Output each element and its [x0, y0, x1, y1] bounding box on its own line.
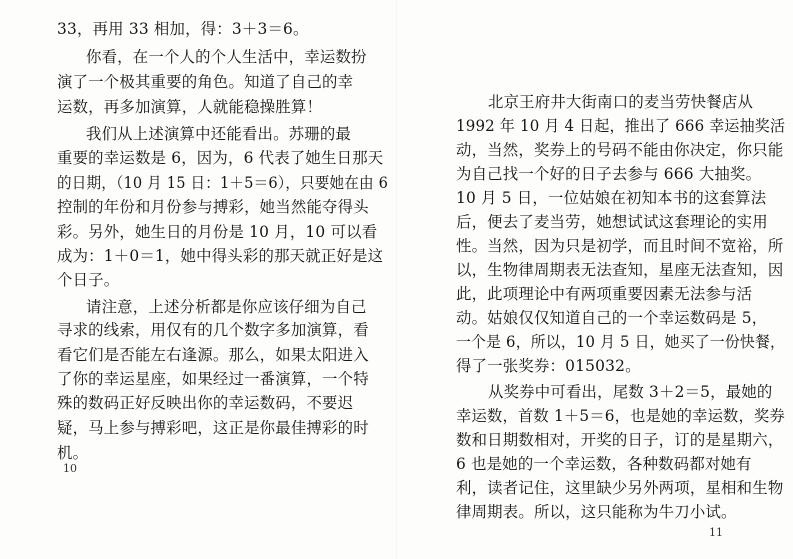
text-line: 看它们是否能左右逢源。那么，如果太阳进入: [57, 346, 369, 364]
text-line: 以，生物律周期表无法查知，星座无法查知，因: [456, 261, 784, 279]
text-line: 运数，再多加演算，人就能稳操胜算！: [57, 98, 323, 116]
text-line: 律周期表。所以，这只能称为牛刀小试。: [456, 503, 737, 521]
page-number: 11: [709, 526, 723, 539]
text-line: 疑，马上参与搏彩吧，这正是你最佳搏彩的时: [57, 419, 369, 437]
text-line: 6 也是她的一个幸运数，各种数码都对她有: [456, 455, 752, 473]
text-line: 动，当然，奖券上的号码不能由你决定，你只能: [456, 141, 784, 159]
right-page: [396, 0, 793, 559]
page-number: 10: [63, 462, 77, 475]
text-line: 一个是 6，所以，10 月 5 日，她买了一份快餐，: [456, 333, 786, 351]
text-line: 的日期，（10 月 15 日：1＋5＝6），只要她在由 6: [57, 174, 389, 192]
text-line: 动。姑娘仅仅知道自己的一个幸运数码是 5，: [456, 309, 768, 327]
text-line: 机。: [57, 444, 89, 462]
text-line: 请注意，上述分析都是你应该仔细为自己: [86, 298, 367, 316]
text-line: 寻求的线索，用仅有的几个数字多加演算，看: [57, 321, 369, 339]
text-line: 了你的幸运星座，如果经过一番演算，一个特: [57, 370, 369, 388]
text-line: 个日子。: [57, 271, 120, 289]
text-line: 33，再用 33 相加，得：3＋3＝6。: [57, 20, 309, 38]
text-line: 10 月 5 日，一位姑娘在初知本书的这套算法: [456, 189, 767, 207]
text-line: 控制的年份和月份参与搏彩，她当然能夺得头: [57, 198, 369, 216]
text-line: 你看，在一个人的个人生活中，幸运数扮: [86, 48, 367, 66]
text-line: 1992 年 10 月 4 日起，推出了 666 幸运抽奖活: [456, 117, 786, 135]
text-line: 我们从上述演算中还能看出。苏珊的最: [86, 125, 352, 143]
text-line: 演了一个极其重要的角色。知道了自己的幸: [57, 73, 354, 91]
text-line: 殊的数码正好反映出你的幸运数码，不要迟: [57, 394, 354, 412]
text-line: 此，此项理论中有两项重要因素无法参与活: [456, 285, 753, 303]
text-line: 性。当然，因为只是初学，而且时间不宽裕，所: [456, 237, 784, 255]
text-line: 重要的幸运数是 6，因为，6 代表了她生日那天: [57, 149, 384, 167]
text-line: 从奖券中可看出，尾数 3＋2＝5，最她的: [488, 383, 773, 401]
text-line: 后，便去了麦当劳，她想试试这套理论的实用: [456, 213, 768, 231]
text-line: 彩。另外，她生日的月份是 10 月，10 可以看: [57, 223, 378, 241]
text-line: 北京王府井大街南口的麦当劳快餐店从: [488, 93, 754, 111]
text-line: 得了一张奖券：015032。: [456, 357, 641, 375]
text-line: 利，读者记住，这里缺少另外两项，星相和生物: [456, 479, 784, 497]
text-line: 成为：1＋0＝1，她中得头彩的那天就正好是这: [57, 247, 384, 265]
left-page: [0, 0, 396, 559]
text-line: 为自己找一个好的日子去参与 666 大抽奖。: [456, 165, 762, 183]
text-line: 数和日期数相对，开奖的日子，订的是星期六，: [456, 431, 784, 449]
text-line: 幸运数，首数 1＋5＝6，也是她的幸运数，奖券: [456, 407, 785, 425]
